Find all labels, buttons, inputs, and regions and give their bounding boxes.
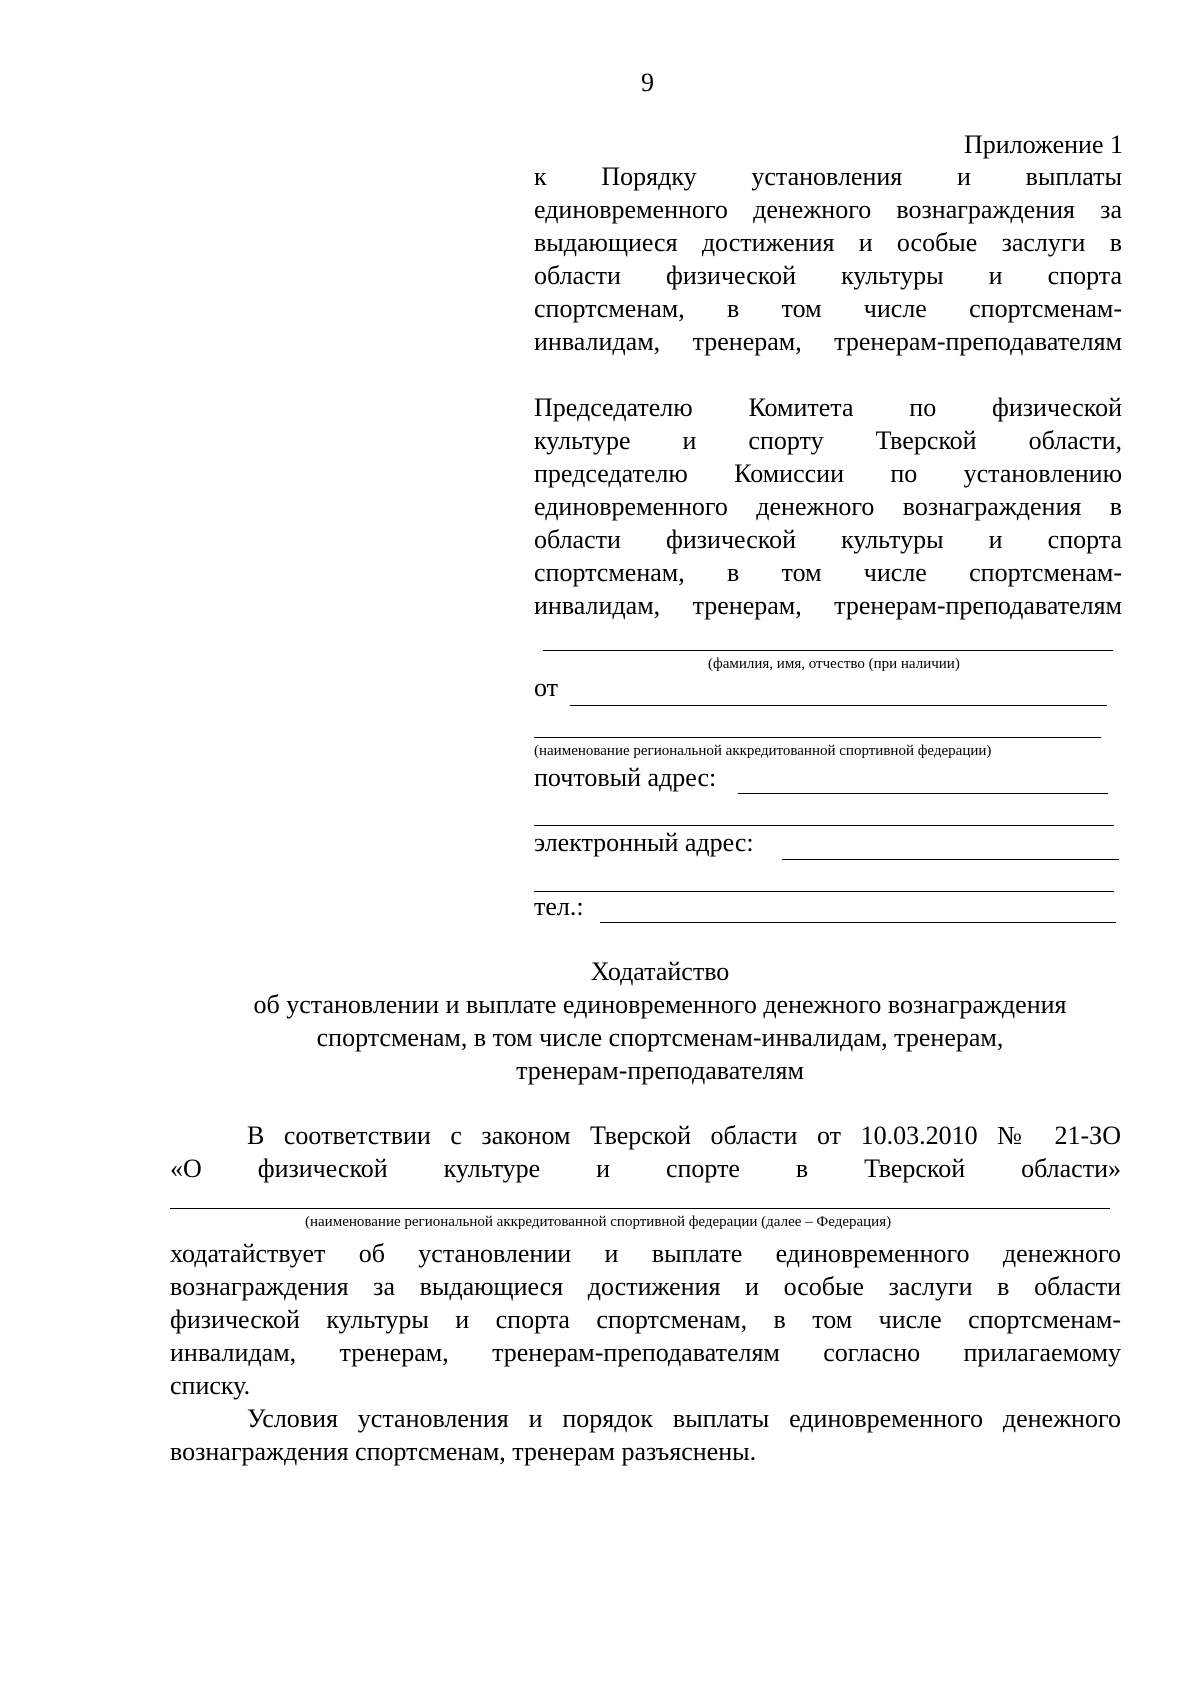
addressee-line: спортсменам, в том числе спортсменам- bbox=[534, 558, 1122, 587]
from-label: от bbox=[534, 673, 559, 702]
federation-name-caption: (наименование региональной аккредитованной спортивной федерации (далее – Федерация) bbox=[305, 1214, 892, 1230]
addressee-block bbox=[534, 391, 1122, 622]
fio-caption: (фамилия, имя, отчество (при наличии) bbox=[708, 656, 960, 672]
postal-address-blank-line[interactable] bbox=[738, 793, 1108, 794]
body-line: ходатайствует об установлении и выплате единовременного денежного bbox=[170, 1239, 1121, 1268]
addressee-line: Председателю Комитета по физической bbox=[534, 393, 1122, 422]
appendix-line: спортсменам, в том числе спортсменам- bbox=[534, 294, 1122, 323]
appendix-label: Приложение 1 bbox=[963, 130, 1123, 159]
law-reference-paragraph bbox=[170, 1119, 1121, 1185]
appendix-reference bbox=[534, 160, 1122, 358]
email-blank-line[interactable] bbox=[782, 859, 1119, 860]
federation-caption: (наименование региональной аккредитованной спортивной федерации) bbox=[534, 743, 992, 759]
addressee-line: председателю Комиссии по установлению bbox=[534, 459, 1122, 488]
body-line: списку. bbox=[170, 1371, 251, 1400]
body-line: вознаграждения спортсменам, тренерам разъяснены. bbox=[170, 1437, 757, 1466]
petition-subtitle-line: тренерам-преподавателям bbox=[516, 1056, 804, 1085]
email-label: электронный адрес: bbox=[534, 828, 754, 857]
petition-subtitle-line: об установлении и выплате единовременного денежного вознаграждения bbox=[253, 990, 1067, 1019]
body-line: физической культуры и спорта спортсменам, в том числе спортсменам- bbox=[170, 1305, 1121, 1334]
appendix-line: инвалидам, тренерам, тренерам-преподавателям bbox=[534, 327, 1122, 356]
petition-paragraph bbox=[170, 1237, 1121, 1402]
appendix-line: к Порядку установления и выплаты bbox=[534, 162, 1122, 191]
petition-heading: Ходатайство bbox=[590, 957, 730, 986]
body-line: В соответствии с законом Тверской области от 10.03.2010 № 21-ЗО bbox=[247, 1121, 1121, 1150]
fio-blank-line[interactable] bbox=[543, 650, 1113, 651]
body-line: инвалидам, тренерам, тренерам-преподавателям согласно прилагаемому bbox=[170, 1338, 1121, 1367]
addressee-line: инвалидам, тренерам, тренерам-преподавателям bbox=[534, 591, 1122, 620]
petition-title bbox=[160, 955, 1160, 1087]
addressee-line: культуре и спорту Тверской области, bbox=[534, 426, 1122, 455]
appendix-line: единовременного денежного вознаграждения за bbox=[534, 195, 1122, 224]
addressee-line: области физической культуры и спорта bbox=[534, 525, 1122, 554]
body-line: «О физической культуре и спорте в Тверской области» bbox=[170, 1154, 1121, 1183]
page-number: 9 bbox=[641, 68, 654, 97]
addressee-line: единовременного денежного вознаграждения в bbox=[534, 492, 1122, 521]
postal-address-extra-line[interactable] bbox=[534, 825, 1114, 826]
conditions-paragraph bbox=[170, 1402, 1121, 1468]
from-blank-line[interactable] bbox=[570, 705, 1107, 706]
body-line: Условия установления и порядок выплаты единовременного денежного bbox=[247, 1404, 1121, 1433]
federation-name-blank-line[interactable] bbox=[170, 1208, 1110, 1209]
postal-address-label: почтовый адрес: bbox=[534, 763, 717, 792]
petition-subtitle-line: спортсменам, в том числе спортсменам-инвалидам, тренерам, bbox=[316, 1023, 1004, 1052]
appendix-line: области физической культуры и спорта bbox=[534, 261, 1122, 290]
email-extra-line[interactable] bbox=[534, 891, 1114, 892]
phone-label: тел.: bbox=[534, 892, 584, 921]
federation-blank-line[interactable] bbox=[534, 737, 1101, 738]
appendix-line: выдающиеся достижения и особые заслуги в bbox=[534, 228, 1122, 257]
phone-blank-line[interactable] bbox=[600, 922, 1116, 923]
body-line: вознаграждения за выдающиеся достижения и особые заслуги в области bbox=[170, 1272, 1121, 1301]
